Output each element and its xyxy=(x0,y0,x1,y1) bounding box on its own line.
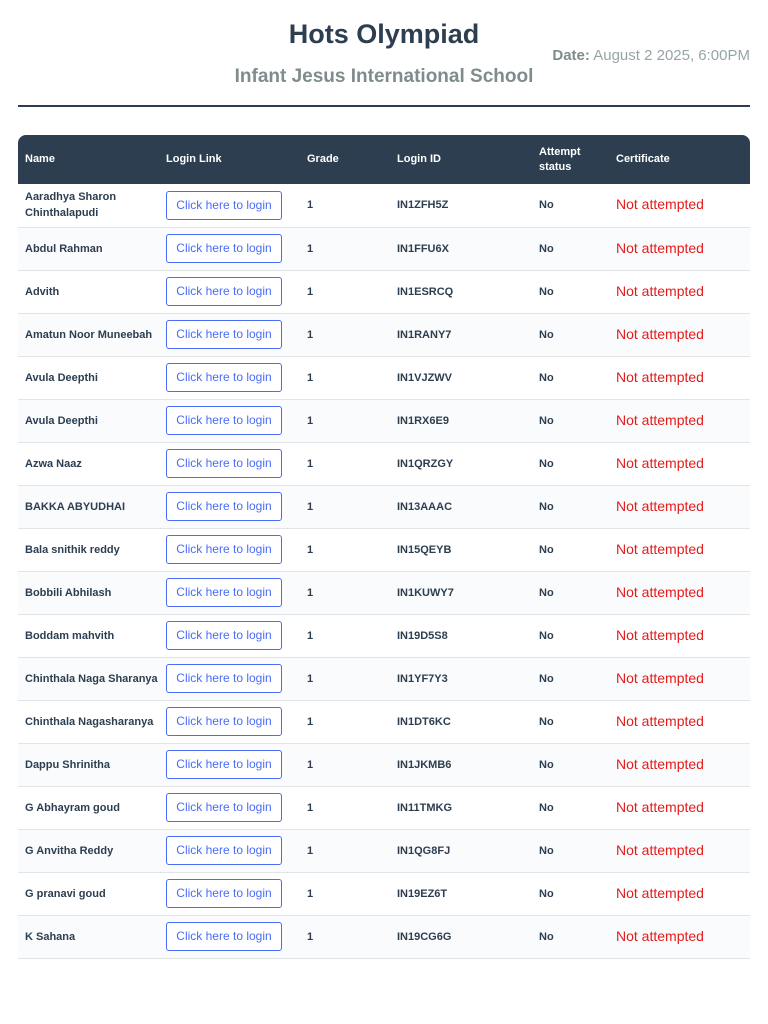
student-name-cell xyxy=(18,786,159,829)
table-body xyxy=(18,184,750,958)
login-button[interactable]: Click here to login xyxy=(166,664,282,693)
student-name: G Abhayram goud xyxy=(25,801,120,814)
grade-cell: 1 xyxy=(307,887,314,900)
login-button-cell xyxy=(159,184,300,227)
login-button-cell xyxy=(159,528,300,571)
certificate-status-cell xyxy=(609,528,750,571)
login-id-cell xyxy=(390,270,532,313)
certificate-status-cell xyxy=(609,829,750,872)
login-id-cell xyxy=(390,184,532,227)
login-id-cell xyxy=(390,829,532,872)
grade-cell: 1 xyxy=(307,844,314,857)
grade-cell: 1 xyxy=(307,930,314,943)
login-id: IN1ESRCQ xyxy=(397,285,454,298)
attempt-status: No xyxy=(539,672,554,685)
login-id: IN19D5S8 xyxy=(397,629,448,642)
attempt-status: No xyxy=(539,457,554,470)
column-header-login-link: Login Link xyxy=(166,153,222,165)
login-button[interactable]: Click here to login xyxy=(166,363,282,392)
attempt-status-cell xyxy=(532,786,609,829)
table-row xyxy=(18,743,750,786)
login-id-cell xyxy=(390,399,532,442)
student-name-cell xyxy=(18,700,159,743)
attempt-status: No xyxy=(539,414,554,427)
login-button-cell xyxy=(159,614,300,657)
table-row xyxy=(18,872,750,915)
table-row xyxy=(18,528,750,571)
login-button-cell xyxy=(159,700,300,743)
grade-cell-cell xyxy=(300,872,390,915)
certificate-status-cell xyxy=(609,399,750,442)
date-value: August 2 2025, 6:00PM xyxy=(593,47,750,64)
student-name: Abdul Rahman xyxy=(25,242,103,255)
student-name: Boddam mahvith xyxy=(25,629,115,642)
student-name: BAKKA ABYUDHAI xyxy=(25,500,126,513)
login-id-cell xyxy=(390,528,532,571)
attempt-status-cell xyxy=(532,442,609,485)
grade-cell: 1 xyxy=(307,672,314,685)
table-row xyxy=(18,571,750,614)
grade-cell: 1 xyxy=(307,328,314,341)
login-button[interactable]: Click here to login xyxy=(166,793,282,822)
table-row xyxy=(18,227,750,270)
attempt-status-cell xyxy=(532,872,609,915)
login-button[interactable]: Click here to login xyxy=(166,707,282,736)
login-button-cell xyxy=(159,399,300,442)
grade-cell: 1 xyxy=(307,371,314,384)
attempt-status-cell xyxy=(532,915,609,958)
student-name-cell xyxy=(18,872,159,915)
table-row xyxy=(18,614,750,657)
certificate-status: Not attempted xyxy=(616,325,704,342)
student-name-cell xyxy=(18,313,159,356)
certificate-status-cell xyxy=(609,184,750,227)
attempt-status-cell xyxy=(532,485,609,528)
login-button-cell xyxy=(159,356,300,399)
certificate-status-cell xyxy=(609,313,750,356)
table-row xyxy=(18,700,750,743)
student-name-cell xyxy=(18,399,159,442)
student-name: Azwa Naaz xyxy=(25,457,82,470)
attempt-status-cell xyxy=(532,614,609,657)
grade-cell-cell xyxy=(300,485,390,528)
login-button[interactable]: Click here to login xyxy=(166,406,282,435)
student-name-cell xyxy=(18,829,159,872)
attempt-status: No xyxy=(539,371,554,384)
table-row xyxy=(18,313,750,356)
attempt-status-cell xyxy=(532,528,609,571)
login-id-cell xyxy=(390,227,532,270)
login-id: IN1VJZWV xyxy=(397,371,453,384)
attempt-status: No xyxy=(539,758,554,771)
login-id: IN1QG8FJ xyxy=(397,844,451,857)
login-button-cell xyxy=(159,571,300,614)
grade-cell: 1 xyxy=(307,801,314,814)
student-name: Avula Deepthi xyxy=(25,414,98,427)
certificate-status-cell xyxy=(609,270,750,313)
student-name-cell xyxy=(18,270,159,313)
certificate-status-cell xyxy=(609,872,750,915)
attempt-status: No xyxy=(539,285,554,298)
attempt-status: No xyxy=(539,930,554,943)
school-name: Infant Jesus International School xyxy=(234,66,534,87)
certificate-status: Not attempted xyxy=(616,497,704,514)
login-button[interactable]: Click here to login xyxy=(166,578,282,607)
column-header-attempt-status: Attempt status xyxy=(539,145,581,173)
certificate-status: Not attempted xyxy=(616,583,704,600)
student-name: Chinthala Nagasharanya xyxy=(25,715,154,728)
table-row xyxy=(18,270,750,313)
student-name-cell xyxy=(18,442,159,485)
page-header xyxy=(18,0,750,107)
grade-cell-cell xyxy=(300,700,390,743)
attempt-status-cell xyxy=(532,399,609,442)
table-row xyxy=(18,399,750,442)
certificate-status-cell xyxy=(609,915,750,958)
grade-cell-cell xyxy=(300,786,390,829)
certificate-status: Not attempted xyxy=(616,540,704,557)
login-button-cell xyxy=(159,786,300,829)
login-id: IN1YF7Y3 xyxy=(397,672,448,685)
table-row xyxy=(18,786,750,829)
grade-cell-cell xyxy=(300,184,390,227)
grade-cell-cell xyxy=(300,270,390,313)
student-name-cell xyxy=(18,184,159,227)
attempt-status-cell xyxy=(532,227,609,270)
login-button-cell xyxy=(159,485,300,528)
certificate-status: Not attempted xyxy=(616,626,704,643)
login-id: IN1FFU6X xyxy=(397,242,449,255)
table-row xyxy=(18,829,750,872)
attempt-status: No xyxy=(539,199,554,212)
column-header-certificate: Certificate xyxy=(616,153,670,165)
grade-cell-cell xyxy=(300,356,390,399)
grade-cell: 1 xyxy=(307,242,314,255)
grade-cell: 1 xyxy=(307,199,314,212)
login-button[interactable]: Click here to login xyxy=(166,621,282,650)
table-header xyxy=(18,135,750,184)
student-name-cell xyxy=(18,743,159,786)
login-id-cell xyxy=(390,700,532,743)
student-name-cell xyxy=(18,356,159,399)
student-name: Advith xyxy=(25,285,60,298)
certificate-status: Not attempted xyxy=(616,454,704,471)
login-button-cell xyxy=(159,743,300,786)
login-button-cell xyxy=(159,313,300,356)
login-id-cell xyxy=(390,872,532,915)
grade-cell-cell xyxy=(300,657,390,700)
certificate-status-cell xyxy=(609,700,750,743)
grade-cell-cell xyxy=(300,399,390,442)
certificate-status: Not attempted xyxy=(616,282,704,299)
login-id-cell xyxy=(390,571,532,614)
certificate-status-cell xyxy=(609,786,750,829)
student-name: G pranavi goud xyxy=(25,887,106,900)
attempt-status: No xyxy=(539,844,554,857)
grade-cell: 1 xyxy=(307,500,314,513)
attempt-status: No xyxy=(539,887,554,900)
grade-cell-cell xyxy=(300,528,390,571)
certificate-status-cell xyxy=(609,657,750,700)
grade-cell: 1 xyxy=(307,543,314,556)
certificate-status: Not attempted xyxy=(616,927,704,944)
login-id-cell xyxy=(390,915,532,958)
grade-cell: 1 xyxy=(307,285,314,298)
table-row xyxy=(18,657,750,700)
login-id-cell xyxy=(390,614,532,657)
grade-cell: 1 xyxy=(307,629,314,642)
certificate-status: Not attempted xyxy=(616,196,704,213)
attempt-status: No xyxy=(539,629,554,642)
login-id: IN1RX6E9 xyxy=(397,414,449,427)
attempt-status-cell xyxy=(532,270,609,313)
table-row xyxy=(18,442,750,485)
login-id: IN1JKMB6 xyxy=(397,758,452,771)
login-id: IN15QEYB xyxy=(397,543,452,556)
column-header-name: Name xyxy=(25,153,55,165)
table-row xyxy=(18,915,750,958)
certificate-status-cell xyxy=(609,485,750,528)
table-row xyxy=(18,356,750,399)
grade-cell-cell xyxy=(300,829,390,872)
certificate-status: Not attempted xyxy=(616,841,704,858)
student-name: Chinthala Naga Sharanya xyxy=(25,672,158,685)
student-name-cell xyxy=(18,657,159,700)
login-button[interactable]: Click here to login xyxy=(166,750,282,779)
login-button[interactable]: Click here to login xyxy=(166,535,282,564)
login-button[interactable]: Click here to login xyxy=(166,234,282,263)
login-button[interactable]: Click here to login xyxy=(166,449,282,478)
login-id-cell xyxy=(390,356,532,399)
login-id-cell xyxy=(390,657,532,700)
attempt-status-cell xyxy=(532,313,609,356)
grade-cell: 1 xyxy=(307,414,314,427)
attempt-status-cell xyxy=(532,657,609,700)
attempt-status-cell xyxy=(532,743,609,786)
login-button[interactable]: Click here to login xyxy=(166,492,282,521)
login-id: IN1RANY7 xyxy=(397,328,452,341)
login-button-cell xyxy=(159,657,300,700)
certificate-status-cell xyxy=(609,227,750,270)
student-name: Avula Deepthi xyxy=(25,371,98,384)
login-button[interactable]: Click here to login xyxy=(166,277,282,306)
certificate-status-cell xyxy=(609,743,750,786)
login-button[interactable]: Click here to login xyxy=(166,320,282,349)
certificate-status-cell xyxy=(609,356,750,399)
attempt-status: No xyxy=(539,242,554,255)
login-id-cell xyxy=(390,442,532,485)
student-name: Dappu Shrinitha xyxy=(25,758,110,771)
student-name-cell xyxy=(18,528,159,571)
student-name-cell xyxy=(18,915,159,958)
login-id-cell xyxy=(390,786,532,829)
login-id: IN1ZFH5Z xyxy=(397,199,449,212)
attempt-status: No xyxy=(539,801,554,814)
certificate-status: Not attempted xyxy=(616,368,704,385)
login-id-cell xyxy=(390,743,532,786)
login-button-cell xyxy=(159,872,300,915)
attempt-status-cell xyxy=(532,700,609,743)
header-row xyxy=(18,135,750,184)
attempt-status: No xyxy=(539,328,554,341)
certificate-status-cell xyxy=(609,571,750,614)
date-label: Date: xyxy=(552,47,590,64)
certificate-status: Not attempted xyxy=(616,884,704,901)
grade-cell: 1 xyxy=(307,457,314,470)
certificate-status: Not attempted xyxy=(616,755,704,772)
grade-cell: 1 xyxy=(307,758,314,771)
login-id: IN19EZ6T xyxy=(397,887,448,900)
grade-cell-cell xyxy=(300,442,390,485)
login-button-cell xyxy=(159,227,300,270)
certificate-status: Not attempted xyxy=(616,712,704,729)
student-name: Aaradhya Sharon Chinthalapudi xyxy=(25,191,117,220)
login-id: IN1KUWY7 xyxy=(397,586,454,599)
login-button-cell xyxy=(159,270,300,313)
login-button[interactable]: Click here to login xyxy=(166,836,282,865)
login-button[interactable]: Click here to login xyxy=(166,922,282,951)
attempt-status-cell xyxy=(532,184,609,227)
table-row xyxy=(18,485,750,528)
attempt-status-cell xyxy=(532,829,609,872)
students-table-container xyxy=(18,135,750,959)
student-name-cell xyxy=(18,227,159,270)
student-name: Amatun Noor Muneebah xyxy=(25,328,153,341)
attempt-status: No xyxy=(539,543,554,556)
certificate-status: Not attempted xyxy=(616,669,704,686)
attempt-status-cell xyxy=(532,356,609,399)
column-header-login-id: Login ID xyxy=(397,153,441,165)
attempt-status: No xyxy=(539,715,554,728)
grade-cell-cell xyxy=(300,313,390,356)
grade-cell-cell xyxy=(300,571,390,614)
login-button[interactable]: Click here to login xyxy=(166,191,282,220)
exam-date xyxy=(552,47,750,64)
grade-cell-cell xyxy=(300,915,390,958)
login-id: IN11TMKG xyxy=(397,801,453,814)
student-name: Bala snithik reddy xyxy=(25,543,120,556)
login-id-cell xyxy=(390,485,532,528)
login-button-cell xyxy=(159,442,300,485)
student-name-cell xyxy=(18,485,159,528)
student-name: G Anvitha Reddy xyxy=(25,844,114,857)
student-name-cell xyxy=(18,571,159,614)
grade-cell-cell xyxy=(300,614,390,657)
certificate-status: Not attempted xyxy=(616,239,704,256)
login-id: IN19CG6G xyxy=(397,930,452,943)
attempt-status: No xyxy=(539,500,554,513)
login-button-cell xyxy=(159,915,300,958)
grade-cell: 1 xyxy=(307,715,314,728)
grade-cell-cell xyxy=(300,743,390,786)
certificate-status: Not attempted xyxy=(616,411,704,428)
students-table xyxy=(18,135,750,959)
table-row xyxy=(18,184,750,227)
certificate-status-cell xyxy=(609,442,750,485)
grade-cell: 1 xyxy=(307,586,314,599)
grade-cell-cell xyxy=(300,227,390,270)
login-button[interactable]: Click here to login xyxy=(166,879,282,908)
column-header-grade: Grade xyxy=(307,153,339,165)
page-title: Hots Olympiad xyxy=(288,19,480,49)
login-button-cell xyxy=(159,829,300,872)
student-name: Bobbili Abhilash xyxy=(25,586,112,599)
login-id: IN1DT6KC xyxy=(397,715,451,728)
login-id: IN1QRZGY xyxy=(397,457,454,470)
login-id-cell xyxy=(390,313,532,356)
login-id: IN13AAAC xyxy=(397,500,453,513)
attempt-status-cell xyxy=(532,571,609,614)
certificate-status-cell xyxy=(609,614,750,657)
attempt-status: No xyxy=(539,586,554,599)
student-name: K Sahana xyxy=(25,930,76,943)
certificate-status: Not attempted xyxy=(616,798,704,815)
student-name-cell xyxy=(18,614,159,657)
